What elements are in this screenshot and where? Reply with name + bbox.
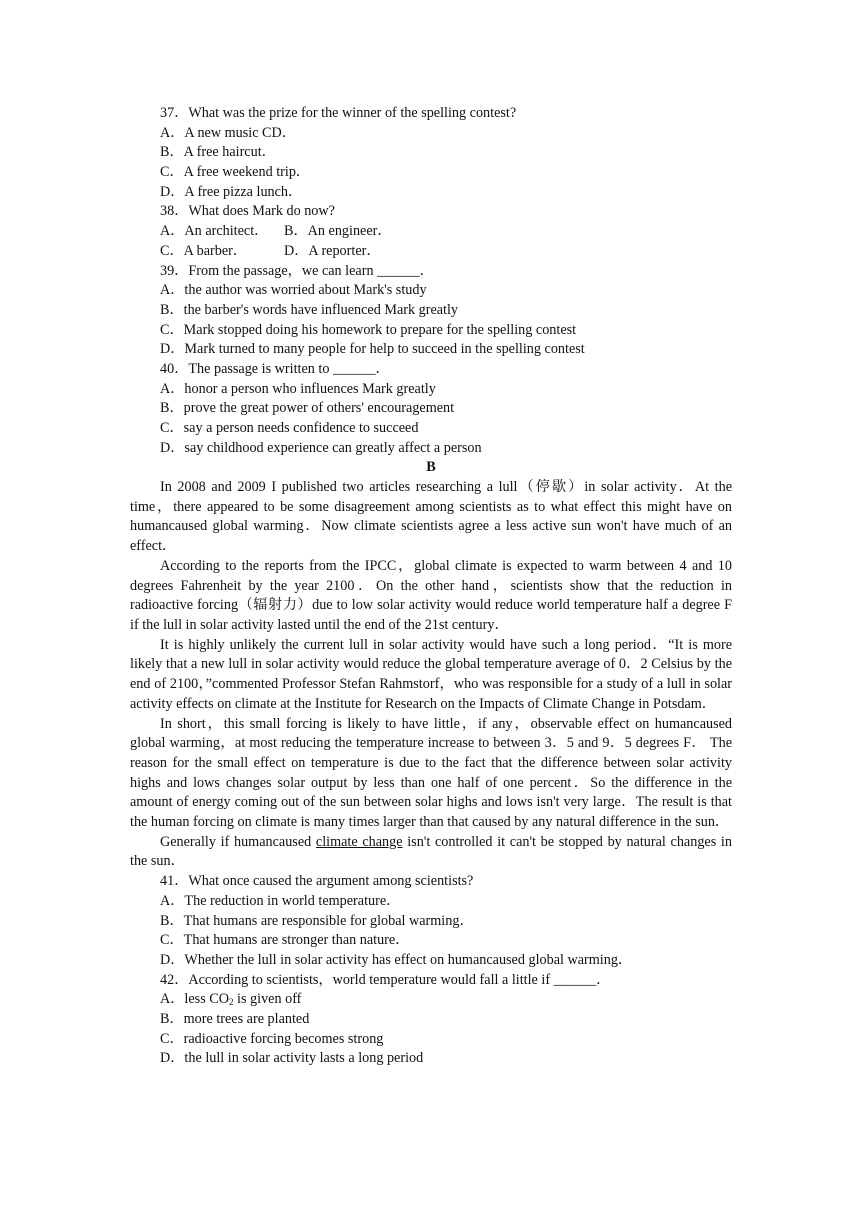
question-40-stem: 40．The passage is written to ______． [160,360,390,377]
question-39-option-d: D．Mark turned to many people for help to succeed in the spelling contest [160,341,585,358]
question-40-option-d: D．say childhood experience can greatly affect a person [160,439,482,456]
question-42-option-c: C．radioactive forcing becomes strong [160,1030,384,1047]
question-42-stem: 42．According to scientists，world temperature would fall a little if ______． [160,971,611,988]
question-38-option-c: C．A barber． [160,242,248,259]
question-39-stem: 39．From the passage，we can learn ______． [160,262,434,279]
option-a-subscript: 2 [228,997,234,1008]
question-41-option-b: B．That humans are responsible for global warming． [160,912,474,929]
question-37-option-a: A．A new music CD． [160,124,296,141]
option-a-text-after: is given off [233,991,302,1008]
question-40-option-a: A．honor a person who influences Mark greatly [160,380,436,397]
question-41-option-c: C．That humans are stronger than nature． [160,932,410,949]
question-39-option-a: A．the author was worried about Mark's study [160,282,427,299]
question-39-option-c: C．Mark stopped doing his homework to prepare for the spelling contest [160,321,577,338]
question-42-option-d: D．the lull in solar activity lasts a long period [160,1050,424,1067]
question-38-stem: 38．What does Mark do now? [160,203,335,220]
section-b-heading: B [426,459,436,476]
question-37-option-c: C．A free weekend trip． [160,164,311,181]
question-38-option-a: A．An architect． [160,223,269,240]
passage-paragraph-3: It is highly unlikely the current lull in solar activity would have such a long period．“It is more likely that a new lull in solar activity would reduce the global temperature average of 0．2 Celsius by the end of 2100，”commented Professor Stefan Rahmstorf，who was responsible for a study of a lull in solar activity effects on climate at the Institute for Research on the Impacts of Climate Change in Potsdam． [130,636,732,712]
question-41-stem: 41．What once caused the argument among scientists? [160,873,474,890]
question-41-option-a: A．The reduction in world temperature． [160,892,401,909]
question-38-options-row-2 [130,242,732,262]
passage-paragraph-1: In 2008 and 2009 I published two articles researching a lull（停歇）in solar activity．At the time，there appeared to be some disagreement among scientists as to what effect this might have on humancaused global warming．Now climate scientists agree a less active sun won't have much of an effect． [130,479,732,555]
question-40-option-c: C．say a person needs confidence to succeed [160,420,419,436]
underlined-phrase: climate change [315,833,403,850]
question-39-option-b: B．the barber's words have influenced Mark greatly [160,301,459,318]
question-38-option-b: B．An engineer． [284,223,392,240]
passage-paragraph-5 [130,833,732,872]
paragraph-5-text-after: isn't controlled it can't be stopped by natural changes in the sun． [130,833,732,870]
paragraph-5-text-before: Generally if humancaused [160,833,316,850]
question-41-option-d: D．Whether the lull in solar activity has effect on humancaused global warming． [160,951,633,968]
question-40-option-b: B．prove the great power of others' encouragement [160,400,455,417]
question-38-options-row-1 [130,222,732,242]
question-37-option-b: B．A free haircut． [160,144,276,161]
document-page [130,104,732,1069]
passage-paragraph-4: In short，this small forcing is likely to have little，if any，observable effect on humancaused global warming，at most reducing the temperature increase to between 3．5 and 9．5 degrees F． The reason for the small effect on temperature is due to the fact that the difference between solar activity highs and lows changes solar output by less than one half of one percent．So the difference in the amount of energy coming out of the sun between solar highs and lows isn't very large．The result is that the human forcing on climate is many times larger than that caused by any natural difference in the sun． [130,715,732,831]
passage-paragraph-2: According to the reports from the IPCC，global climate is expected to warm between 4 and 10 degrees Fahrenheit by the year 2100．On the other hand，scientists show that the reduction in radioactive forcing（辐射力）due to low solar activity would reduce world temperature half a degree F if the lull in solar activity lasted until the end of the 21st century． [130,557,732,633]
option-a-text-before: A．less CO [160,991,229,1008]
question-37-stem: 37．What was the prize for the winner of the spelling contest? [160,105,517,121]
question-37-option-d: D．A free pizza lunch． [160,183,303,200]
question-42-option-a [130,990,732,1010]
question-38-option-d: D．A reporter． [284,242,381,259]
question-42-option-b: B．more trees are planted [160,1010,310,1027]
